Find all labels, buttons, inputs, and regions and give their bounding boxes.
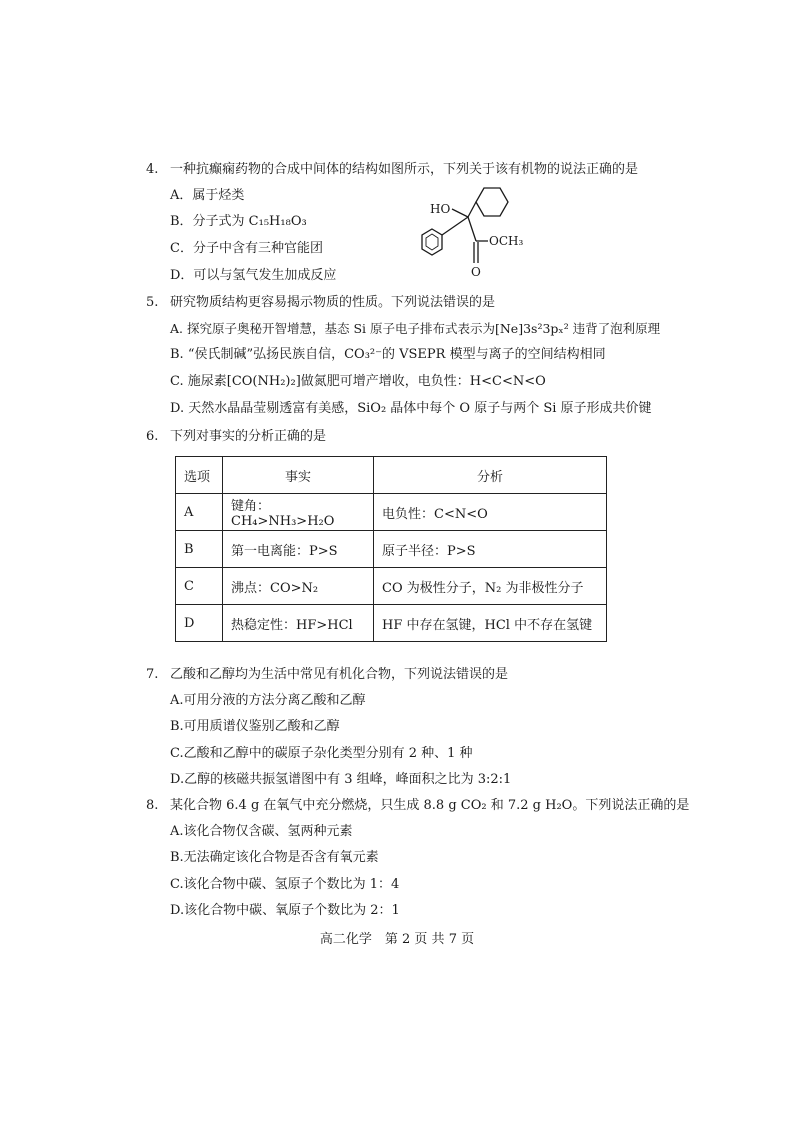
q4-option-c: C．分子中含有三种官能团: [170, 241, 323, 256]
q5-number: 5.: [146, 295, 159, 310]
q7-option-a: A.可用分液的方法分离乙酸和乙醇: [170, 693, 366, 708]
q5-option-b: B. “侯氏制碱”弘扬民族自信，CO₃²⁻的 VSEPR 模型与离子的空间结构相同: [170, 347, 606, 362]
carbonyl-o-label: O: [471, 265, 481, 279]
cyclohexane-ring: [476, 188, 508, 216]
table-row: [176, 568, 607, 605]
row-d-option: D: [176, 605, 223, 642]
q7-option-d: D.乙醇的核磁共振氢谱图中有 3 组峰，峰面积之比为 3:2:1: [170, 772, 512, 787]
header-analysis: 分析: [374, 457, 607, 494]
q7-option-b: B.可用质谱仪鉴别乙酸和乙醇: [170, 719, 340, 734]
row-b-analysis: 原子半径：P>S: [374, 531, 607, 568]
table-row: [176, 494, 607, 531]
row-c-analysis: CO 为极性分子，N₂ 为非极性分子: [374, 568, 607, 605]
row-c-fact: 沸点：CO>N₂: [223, 568, 374, 605]
header-option: 选项: [176, 457, 223, 494]
q5-option-d: D. 天然水晶晶莹剔透富有美感，SiO₂ 晶体中每个 O 原子与两个 Si 原子形成共价键: [170, 401, 652, 416]
q7-option-c: C.乙酸和乙醇中的碳原子杂化类型分别有 2 种、1 种: [170, 746, 473, 761]
och3-label: OCH₃: [489, 234, 524, 248]
q4-molecule-structure: [412, 183, 542, 283]
q8-stem: 某化合物 6.4 g 在氧气中充分燃烧，只生成 8.8 g CO₂ 和 7.2 g H₂O。下列说法正确的是: [170, 798, 690, 813]
q4-option-d: D．可以与氢气发生加成反应: [170, 268, 337, 283]
q6-table: [175, 456, 607, 642]
q4-option-b: B．分子式为 C₁₅H₁₈O₃: [170, 214, 307, 229]
q5-option-a: A. 探究原子奥秘开智增慧，基态 Si 原子电子排布式表示为[Ne]3s²3pₓ² 违背了泡利原理: [170, 321, 661, 336]
q8-option-a: A.该化合物仅含碳、氢两种元素: [170, 824, 353, 839]
row-c-option: C: [176, 568, 223, 605]
q8-option-d: D.该化合物中碳、氧原子个数比为 2：1: [170, 903, 400, 918]
q7-stem: 乙酸和乙醇均为生活中常见有机化合物，下列说法错误的是: [170, 667, 509, 682]
header-fact: 事实: [223, 457, 374, 494]
benzene-ring: [422, 229, 442, 255]
table-row: [176, 605, 607, 642]
q8-number: 8.: [146, 798, 159, 813]
ho-label: HO: [430, 202, 451, 216]
q4-option-a: A．属于烃类: [170, 188, 245, 203]
q4-stem: 一种抗癫痫药物的合成中间体的结构如图所示，下列关于该有机物的说法正确的是: [170, 162, 639, 177]
q8-option-b: B.无法确定该化合物是否含有氧元素: [170, 850, 379, 865]
table-header-row: [176, 457, 607, 494]
q5-option-c: C. 施尿素[CO(NH₂)₂]做氮肥可增产增收，电负性：H<C<N<O: [170, 374, 546, 389]
row-d-fact: 热稳定性：HF>HCl: [223, 605, 374, 642]
row-a-option: A: [176, 494, 223, 531]
q6-stem: 下列对事实的分析正确的是: [170, 429, 327, 444]
q6-number: 6.: [146, 429, 159, 444]
row-a-analysis: 电负性：C<N<O: [374, 494, 607, 531]
row-b-option: B: [176, 531, 223, 568]
q8-option-c: C.该化合物中碳、氢原子个数比为 1：4: [170, 877, 400, 892]
row-d-analysis: HF 中存在氢键，HCl 中不存在氢键: [374, 605, 607, 642]
row-a-fact: 键角：CH₄>NH₃>H₂O: [223, 494, 374, 531]
page-footer: 高二化学 第 2 页 共 7 页: [319, 932, 475, 947]
q7-number: 7.: [146, 667, 159, 682]
q4-number: 4.: [146, 162, 159, 177]
table-row: [176, 531, 607, 568]
row-b-fact: 第一电离能：P>S: [223, 531, 374, 568]
q5-stem: 研究物质结构更容易揭示物质的性质。下列说法错误的是: [170, 295, 496, 310]
